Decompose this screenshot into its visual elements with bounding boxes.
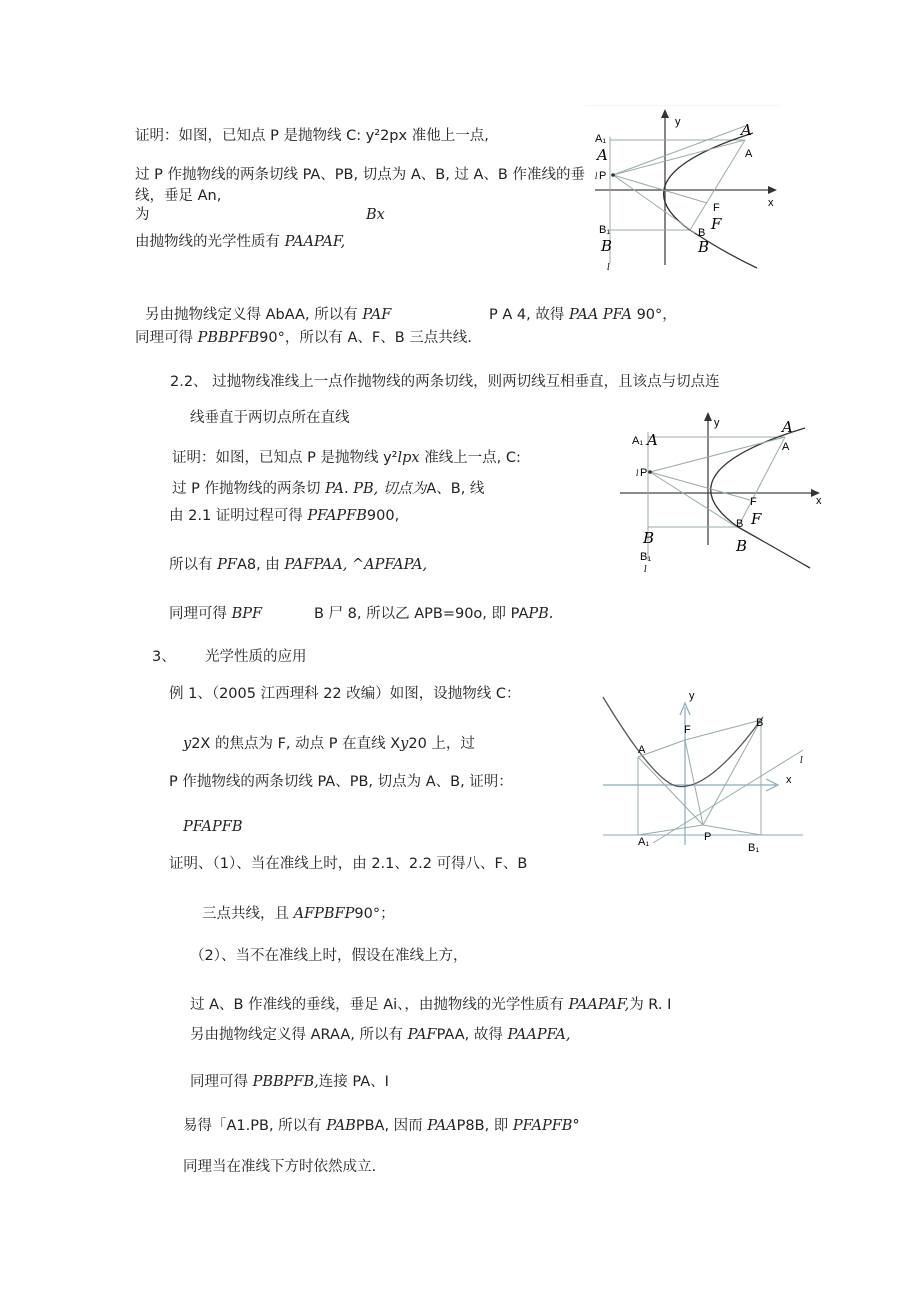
- s3-claim: PFAPFB: [183, 819, 243, 835]
- s1-line2: 过 P 作抛物线的两条切线 PA、PB, 切点为 A、B, 过 A、B 作准线的垂: [135, 167, 585, 183]
- fig3-y-label: y: [689, 690, 695, 702]
- fig2-x-label: x: [816, 495, 822, 507]
- fig2-f-label: F: [750, 496, 757, 508]
- figure-3-parabola: [598, 685, 810, 853]
- fig1-a1-label: A₁: [595, 133, 607, 145]
- s3-proof1: 证明、（1）、当在准线上时，由 2.1、2.2 可得八、F、B: [169, 856, 528, 872]
- s3-title: 光学性质的应用: [205, 649, 307, 665]
- fig3-a1-label: A₁: [638, 836, 650, 848]
- fig1-y-label: y: [675, 116, 681, 128]
- s1-line3: 线，垂足 An,: [135, 188, 222, 204]
- fig2-b-label: B: [736, 518, 744, 530]
- fig2-a1-label: A₁: [632, 435, 644, 447]
- s3-example3: P 作抛物线的两条切线 PA、PB, 切点为 A、B, 证明：: [169, 774, 513, 790]
- figure-2-parabola: [620, 410, 825, 578]
- fig2-b-italic2: B: [736, 537, 748, 555]
- s22-heading1: 2.2、 过抛物线准线上一点作抛物线的两条切线，则两切线互相垂直，且该点与切点连: [170, 374, 720, 390]
- fig1-f-label: F: [713, 202, 720, 214]
- fig1-p-label: P: [599, 170, 607, 182]
- s3-proof3: （2）、当不在准线上时，假设在准线上方，: [190, 948, 468, 964]
- s22-line4: 所以有 PFA8, 由 PAFPAA, ^APFAPA,: [169, 557, 428, 573]
- fig1-b1-label: B₁: [599, 224, 611, 236]
- fig2-a-plain: A: [782, 441, 790, 453]
- s22-line2: 过 P 作抛物线的两条切 PA. PB, 切点为A、B, 线: [172, 481, 485, 497]
- s22-line3: 由 2.1 证明过程可得 PFAPFB900,: [169, 508, 400, 524]
- fig3-f-label: F: [684, 724, 691, 736]
- s3-proof6: 同理可得 PBBPFB,连接 PA、I: [190, 1074, 389, 1090]
- s3-proof5: 另由抛物线定义得 ARAA, 所以有 PAFPAA, 故得 PAAPFA,: [190, 1027, 571, 1043]
- fig1-a-plain: A: [745, 148, 753, 160]
- s3-example1: 例 1、（2005 江西理科 22 改编）如图，设抛物线 C：: [169, 686, 521, 702]
- fig3-b1-label: B₁: [748, 842, 760, 853]
- fig1-a-italic: A: [597, 146, 608, 164]
- fig2-y-label: y: [714, 417, 720, 429]
- fig3-a-label: A: [638, 744, 646, 756]
- fig2-p-label: P: [640, 467, 648, 479]
- s3-proof2: 三点共线，且 AFPBFP90°；: [202, 906, 395, 922]
- fig2-b1-label: B₁: [640, 551, 652, 563]
- fig1-b-italic2: B: [698, 238, 710, 256]
- s22-line5b: B 尸 8, 所以乙 APB=90o, 即 PAPB.: [314, 606, 554, 622]
- fig3-b-label: B: [756, 717, 764, 729]
- fig2-a-italic: A: [647, 431, 658, 449]
- fig2-l-small: l: [636, 469, 639, 478]
- s3-number: 3、: [152, 649, 176, 665]
- fig3-p-label: P: [704, 831, 712, 843]
- fig1-x-label: x: [768, 197, 774, 209]
- s1-line1: 证明：如图，已知点 P 是抛物线 C: y²2px 准他上一点,: [135, 128, 489, 144]
- fig1-b-label: B: [698, 227, 706, 239]
- s3-proof8: 同理当在准线下方时依然成立.: [183, 1159, 377, 1175]
- figure-1-parabola: [585, 105, 780, 275]
- fig1-l-small: l: [595, 172, 598, 181]
- s3-proof7: 易得「A1.PB, 所以有 PABPBA, 因而 PAAP8B, 即 PFAPFB°: [183, 1118, 580, 1134]
- fig1-l-bottom: l: [607, 263, 610, 273]
- s1-line6a: 另由抛物线定义得 AbAA, 所以有 PAF: [145, 307, 392, 323]
- fig2-l-bottom: l: [644, 565, 647, 575]
- s3-example2: y2X 的焦点为 F, 动点 P 在直线 Xy20 上，过: [183, 736, 475, 752]
- fig1-b-italic: B: [601, 237, 613, 255]
- fig2-a-top: A: [782, 418, 793, 436]
- s22-line5a: 同理可得 BPF: [169, 606, 263, 622]
- s1-line7: 同理可得 PBBPFB90°，所以有 A、F、B 三点共线.: [135, 330, 472, 346]
- fig2-f-italic: F: [751, 510, 762, 528]
- s3-proof4: 过 A、B 作准线的垂线，垂足 Ai、，由抛物线的光学性质有 PAAPAF,为 R. I: [190, 997, 672, 1013]
- s1-line5: 由抛物线的光学性质有 PAAPAF,: [135, 234, 346, 250]
- fig3-x-label: x: [786, 774, 792, 786]
- fig2-b-italic: B: [643, 529, 655, 547]
- fig1-a-top: A: [741, 121, 752, 139]
- s1-line4b: Bx: [366, 207, 385, 223]
- fig3-l-label: l: [800, 756, 803, 766]
- s1-line6b: P A 4, 故得 PAA PFA 90°，: [489, 307, 677, 323]
- s22-heading2: 线垂直于两切点所在直线: [190, 410, 350, 426]
- s1-line4a: 为: [135, 207, 150, 223]
- s22-line1: 证明：如图，已知点 P 是抛物线 y²lpx 准线上一点, C:: [172, 450, 521, 466]
- fig1-f-italic: F: [711, 215, 722, 233]
